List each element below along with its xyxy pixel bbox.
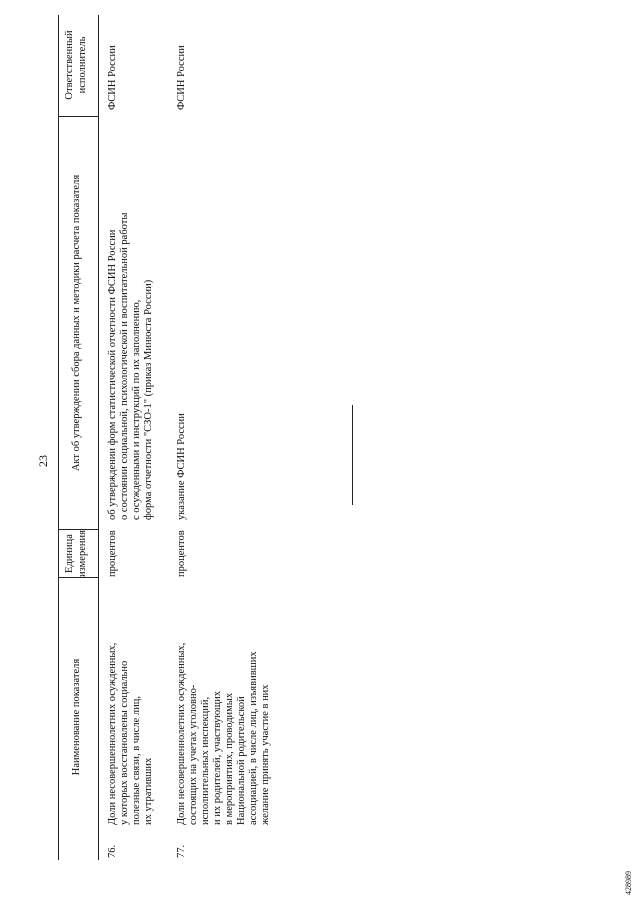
row-77-number: 77. bbox=[176, 844, 187, 858]
page-number: 23 bbox=[36, 455, 50, 467]
row-76-act-line: с осужденными и инструкций по их заполнению, bbox=[131, 299, 142, 520]
row-77-name-line: и их родителей, участвующих bbox=[212, 690, 223, 825]
row-76-name-line: их утративших bbox=[143, 757, 154, 825]
header-responsible-line1: Ответственный bbox=[64, 30, 75, 100]
row-76-act-line: форма отчетности "СЗО-1" (приказ Минюста России) bbox=[143, 279, 154, 520]
row-76-name-line: Доли несовершеннолетних осужденных, bbox=[107, 642, 118, 825]
header-responsible-line2: исполнитель bbox=[77, 36, 88, 94]
header-unit-line2: измерения bbox=[77, 530, 88, 577]
header-name: Наименование показателя bbox=[71, 658, 82, 776]
row-77-name-line: Доли несовершеннолетних осужденных, bbox=[176, 642, 187, 825]
header-unit-line1: Единица bbox=[64, 534, 75, 573]
row-76-number: 76. bbox=[107, 844, 118, 858]
col-divider-1 bbox=[58, 577, 98, 578]
row-77-name-line: состоящих на учетах уголовно- bbox=[188, 684, 199, 825]
row-77-name-line: Национальной родительской bbox=[236, 696, 247, 825]
header-act: Акт об утверждении сбора данных и методики расчета показателя bbox=[71, 174, 82, 472]
row-77-name-line: желание принять участие в них bbox=[260, 684, 271, 825]
header-bottom-border bbox=[98, 15, 99, 860]
row-77-act-line: указание ФСИН России bbox=[176, 413, 187, 520]
row-77-name-line: исполнительных инспекций, bbox=[200, 696, 211, 825]
table-top-border bbox=[58, 15, 59, 860]
document-code: 428989 bbox=[624, 871, 633, 895]
end-separator bbox=[352, 405, 353, 505]
row-76-act-line: о состоянии социальной, психологической и воспитательной работы bbox=[119, 212, 130, 520]
row-77-unit: процентов bbox=[176, 530, 187, 577]
row-76-act-line: об утверждении форм статистической отчетности ФСИН России bbox=[107, 229, 118, 520]
row-76-name-line: полезные связи, в числе лиц, bbox=[131, 696, 142, 825]
row-77-name-line: в мероприятиях, проводимых bbox=[224, 692, 235, 825]
row-77-name-line: ассоциацией, в числе лиц, изъявивших bbox=[248, 651, 259, 825]
col-divider-3 bbox=[58, 116, 98, 117]
row-76-name-line: у которых восстановлены социально bbox=[119, 660, 130, 825]
row-76-responsible: ФСИН России bbox=[107, 45, 118, 110]
row-77-responsible: ФСИН России bbox=[176, 45, 187, 110]
row-76-unit: процентов bbox=[107, 530, 118, 577]
